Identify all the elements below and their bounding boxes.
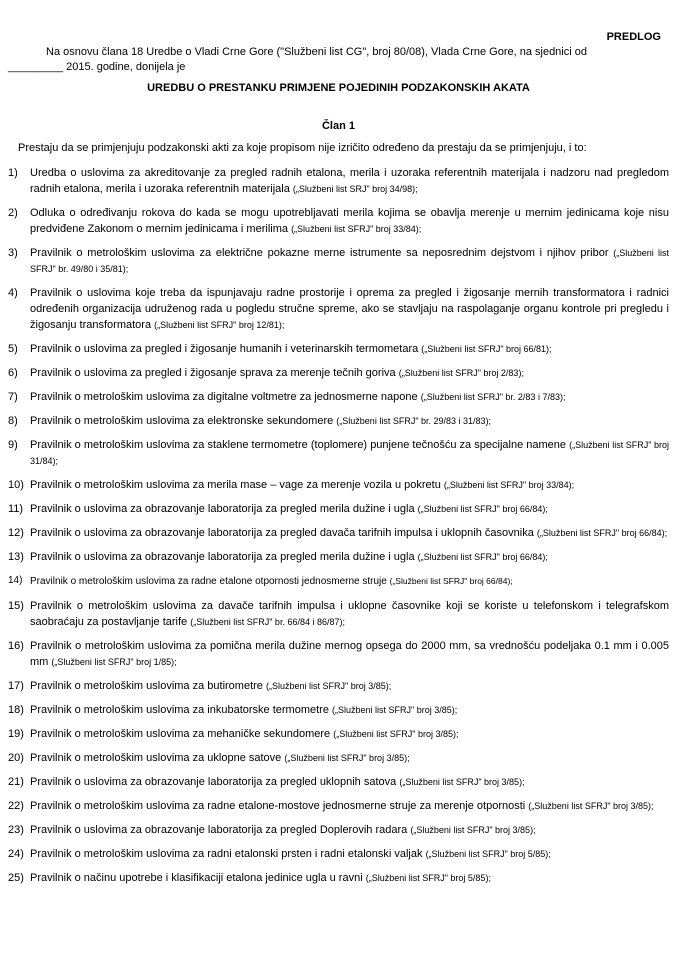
list-item-number: 5): [8, 343, 18, 355]
list-item-number: 21): [8, 776, 24, 788]
list-item-citation: („Službeni list SFRJ" broj 3/85);: [410, 825, 536, 835]
list-item-citation: („Službeni list SFRJ" br. 2/83 i 7/83);: [420, 392, 566, 402]
list-item: [8, 638, 669, 670]
list-item-text: Pravilnik o metrološkim uslovima za digitalne voltmetre za jednosmerne napone: [30, 391, 418, 403]
list-item-text: Pravilnik o metrološkim uslovima za mehaničke sekundomere: [30, 728, 331, 740]
list-item-text: Pravilnik o načinu upotrebe i klasifikaciji etalona jedinice ugla u ravni: [30, 872, 363, 884]
preamble: [8, 45, 669, 75]
list-item: [8, 477, 669, 493]
list-item-number: 3): [8, 247, 18, 259]
list-item-number: 14): [8, 575, 23, 586]
list-item-text: Pravilnik o metrološkim uslovima za radne etalone otpornosti jednosmerne struje: [30, 576, 387, 587]
list-item-number: 19): [8, 728, 24, 740]
list-item: [8, 573, 669, 590]
list-item-number: 13): [8, 551, 24, 563]
list-item-text: Pravilnik o metrološkim uslovima za staklene termometre (toplomere) punjene tečnošću za specijalne namene: [30, 439, 567, 451]
list-item-number: 7): [8, 391, 18, 403]
act-list: [8, 165, 669, 886]
list-item: [8, 501, 669, 517]
list-item-text: Pravilnik o uslovima za pregled i žigosanje humanih i veterinarskih termometara: [30, 343, 419, 355]
list-item-number: 2): [8, 207, 18, 219]
preamble-line-1: Na osnovu člana 18 Uredbe o Vladi Crne Gore ("Službeni list CG", broj 80/08), Vlada Crne Gore, na sjednici od: [46, 46, 587, 58]
list-item: [8, 341, 669, 357]
list-item-text: Pravilnik o metrološkim uslovima za uklopne satove: [30, 752, 282, 764]
list-item-text: Pravilnik o metrološkim uslovima za radne etalone-mostove jednosmerne struje za merenje otpornosti: [30, 800, 526, 812]
list-item-citation: („Službeni list SFRJ" broj 33/84);: [443, 480, 575, 490]
list-item: [8, 365, 669, 381]
list-item-text: Pravilnik o uslovima koje treba da ispunjavaju radne prostorije i oprema za pregled i žigosanje mernih transformatora i radnici određenih organizacija udruženog rada u pogledu stručne spreme, ako se stavljaju na raspolaganje organu kontrole pri pregledu i žigosanju transformatora: [30, 287, 669, 331]
list-item-citation: („Službeni list SFRJ" broj 3/85);: [399, 777, 525, 787]
list-item-text: Pravilnik o metrološkim uslovima za merila mase – vage za merenje vozila u pokretu: [30, 479, 441, 491]
list-item-citation: („Službeni list SFRJ" br. 49/80 i 35/81);: [30, 248, 669, 274]
list-item-text: Pravilnik o uslovima za obrazovanje laboratorija za pregled davača tarifnih impulsa i uklopnih časovnika: [30, 527, 534, 539]
list-item-number: 17): [8, 680, 24, 692]
list-item-number: 15): [8, 600, 24, 612]
list-item: [8, 165, 669, 197]
preamble-line-2: _________ 2015. godine, donijela je: [8, 61, 186, 73]
list-item-text: Pravilnik o metrološkim uslovima za elektronske sekundomere: [30, 415, 334, 427]
list-item-citation: („Službeni list SFRJ" broj 3/85);: [332, 705, 458, 715]
list-item: [8, 798, 669, 814]
list-item: [8, 822, 669, 838]
list-item-citation: („Službeni list SFRJ" broj 66/84);: [536, 528, 668, 538]
list-item-number: 22): [8, 800, 24, 812]
list-item-number: 20): [8, 752, 24, 764]
list-item-text: Pravilnik o metrološkim uslovima za inkubatorske termometre: [30, 704, 329, 716]
list-item-number: 18): [8, 704, 24, 716]
list-item: [8, 437, 669, 469]
list-item-number: 11): [8, 503, 24, 515]
list-item-number: 16): [8, 640, 24, 652]
list-item-citation: („Službeni list SFRJ" broj 31/84);: [30, 440, 669, 466]
list-item: [8, 549, 669, 565]
list-item-number: 1): [8, 167, 18, 179]
document-title: UREDBU O PRESTANKU PRIMJENE POJEDINIH PODZAKONSKIH AKATA: [147, 82, 530, 94]
list-item-citation: („Službeni list SFRJ" broj 12/81);: [154, 320, 285, 330]
list-item: [8, 774, 669, 790]
list-item-text: Pravilnik o metrološkim uslovima za butirometre: [30, 680, 263, 692]
list-item-number: 23): [8, 824, 24, 836]
list-item: [8, 870, 669, 886]
list-item: [8, 846, 669, 862]
list-item-number: 4): [8, 287, 18, 299]
list-item-citation: („Službeni list SFRJ" broj 3/85);: [333, 729, 459, 739]
list-item-text: Pravilnik o metrološkim uslovima za električne pokazne merne istrumente sa neposrednim dejstvom i njihov pribor: [30, 247, 609, 259]
list-item-citation: („Službeni list SFRJ" broj 3/85);: [528, 801, 654, 811]
list-item: [8, 598, 669, 630]
list-item-citation: („Službeni list SRJ" broj 34/98);: [292, 184, 418, 194]
list-item-citation: („Službeni list SFRJ" broj 66/84);: [389, 576, 513, 586]
list-item-citation: („Službeni list SFRJ" broj 66/84);: [417, 552, 548, 562]
list-item-number: 25): [8, 872, 24, 884]
list-item-number: 24): [8, 848, 24, 860]
list-item: [8, 245, 669, 277]
list-item: [8, 389, 669, 405]
list-item-number: 8): [8, 415, 18, 427]
list-item-text: Pravilnik o uslovima za pregled i žigosanje sprava za merenje tečnih goriva: [30, 367, 396, 379]
list-item-text: Odluka o određivanju rokova do kada se mogu upotrebljavati merila kojima se obavlja merenje u mernim jedinicama koje nisu predviđene Zakonom o mernim jedinicama i merilima: [30, 207, 669, 235]
list-item-text: Pravilnik o metrološkim uslovima za pomična merila dužine mernog opsega do 2000 mm, sa vrednošću podeljaka 0.1 mm i 0.005 mm: [30, 640, 669, 668]
list-item-number: 9): [8, 439, 18, 451]
list-item-text: Pravilnik o metrološkim uslovima za radni etalonski prsten i radni etalonski valjak: [30, 848, 423, 860]
list-item-citation: („Službeni list SFRJ" broj 5/85);: [425, 849, 551, 859]
list-item: [8, 702, 669, 718]
list-item-number: 12): [8, 527, 24, 539]
list-item-text: Pravilnik o metrološkim uslovima za davače tarifnih impulsa i uklopne časovnike koji se koriste u telefonskom i telegrafskom saobraćaju za postavljanje tarife: [30, 600, 669, 628]
list-item: [8, 750, 669, 766]
list-item-citation: („Službeni list SFRJ" broj 3/85);: [284, 753, 410, 763]
list-item-citation: („Službeni list SFRJ" broj 3/85);: [265, 681, 392, 691]
list-item: [8, 678, 669, 694]
article-heading: Član 1: [321, 120, 355, 132]
list-item-text: Pravilnik o uslovima za obrazovanje laboratorija za pregled Doplerovih radara: [30, 824, 408, 836]
list-item-citation: („Službeni list SFRJ" broj 5/85);: [365, 873, 491, 883]
list-item-text: Pravilnik o uslovima za obrazovanje laboratorija za pregled merila dužine i ugla: [30, 503, 415, 515]
list-item-text: Pravilnik o uslovima za obrazovanje laboratorija za pregled merila dužine i ugla: [30, 551, 415, 563]
list-item: [8, 726, 669, 742]
list-item: [8, 285, 669, 333]
list-item-number: 10): [8, 479, 24, 491]
list-item-citation: („Službeni list SFRJ" broj 1/85);: [51, 657, 177, 667]
list-item-citation: („Službeni list SFRJ" broj 66/84);: [417, 504, 548, 514]
list-item-citation: („Službeni list SFRJ" broj 33/84);: [291, 224, 422, 234]
list-item: [8, 413, 669, 429]
list-item: [8, 525, 669, 541]
list-item-number: 6): [8, 367, 18, 379]
article-intro: Prestaju da se primjenjuju podzakonski akti za koje propisom nije izričito određeno da prestaju da se primjenjuju, i to:: [18, 142, 587, 154]
list-item-citation: („Službeni list SFRJ" br. 29/83 i 31/83);: [336, 416, 492, 426]
list-item-citation: („Službeni list SFRJ" broj 2/83);: [398, 368, 524, 378]
list-item: [8, 205, 669, 237]
proposal-label: PREDLOG: [606, 31, 661, 43]
list-item-citation: („Službeni list SFRJ" br. 66/84 i 86/87);: [190, 617, 345, 627]
list-item-text: Uredba o uslovima za akreditovanje za pregled radnih etalona, merila i uzoraka referentnih materijala i nadzoru nad pregledom radnih etalona, merila i uzoraka referentnih materijala: [30, 167, 669, 195]
list-item-text: Pravilnik o uslovima za obrazovanje laboratorija za pregled uklopnih satova: [30, 776, 397, 788]
list-item-citation: („Službeni list SFRJ" broj 66/81);: [421, 344, 552, 354]
